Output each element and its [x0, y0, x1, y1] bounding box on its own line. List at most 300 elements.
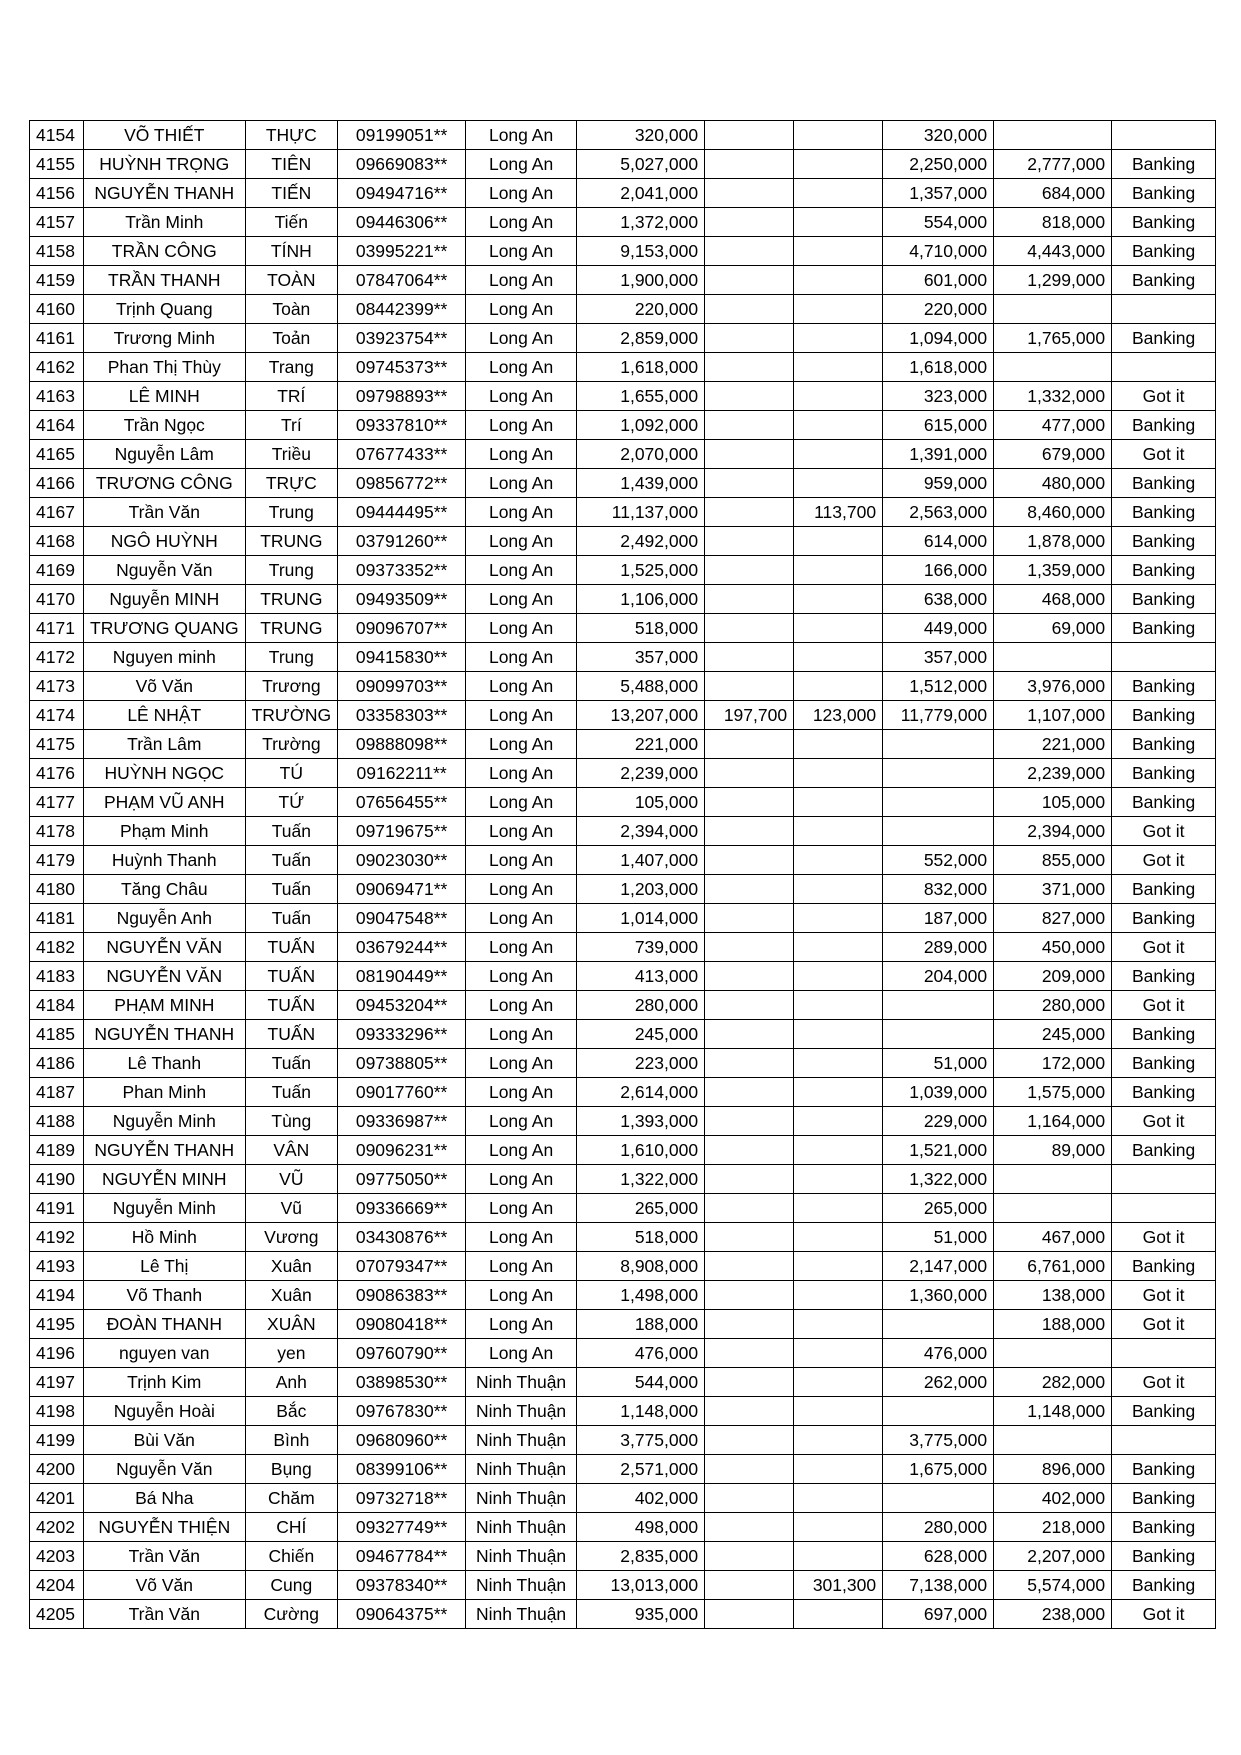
- row-number-cell: 4186: [30, 1049, 84, 1078]
- amount-col-5-cell: 1,332,000: [994, 382, 1112, 411]
- payment-method-cell: [1112, 1194, 1216, 1223]
- amount-col-5-cell: 1,299,000: [994, 266, 1112, 295]
- amount-col-3-cell: [794, 614, 883, 643]
- amount-col-3-cell: [794, 1020, 883, 1049]
- row-number-cell: 4173: [30, 672, 84, 701]
- table-row: [30, 962, 1216, 991]
- amount-col-3-cell: [794, 1513, 883, 1542]
- first-name-cell: TÚ: [245, 759, 338, 788]
- amount-col-2-cell: [705, 962, 794, 991]
- first-name-cell: Trung: [245, 643, 338, 672]
- row-number-cell: 4182: [30, 933, 84, 962]
- amount-col-3-cell: [794, 730, 883, 759]
- row-number-cell: 4166: [30, 469, 84, 498]
- row-number-cell: 4167: [30, 498, 84, 527]
- table-row: [30, 701, 1216, 730]
- total-amount-cell: 5,027,000: [577, 150, 705, 179]
- amount-col-4-cell: 2,250,000: [883, 150, 994, 179]
- phone-number-cell: 08190449**: [338, 962, 466, 991]
- province-cell: Ninh Thuận: [466, 1455, 577, 1484]
- first-name-cell: Triều: [245, 440, 338, 469]
- payment-method-cell: Banking: [1112, 324, 1216, 353]
- row-number-cell: 4200: [30, 1455, 84, 1484]
- province-cell: Ninh Thuận: [466, 1600, 577, 1629]
- province-cell: Ninh Thuận: [466, 1571, 577, 1600]
- total-amount-cell: 1,655,000: [577, 382, 705, 411]
- payment-method-cell: Got it: [1112, 1107, 1216, 1136]
- total-amount-cell: 11,137,000: [577, 498, 705, 527]
- row-number-cell: 4175: [30, 730, 84, 759]
- total-amount-cell: 1,203,000: [577, 875, 705, 904]
- amount-col-2-cell: [705, 1281, 794, 1310]
- phone-number-cell: 03898530**: [338, 1368, 466, 1397]
- row-number-cell: 4156: [30, 179, 84, 208]
- row-number-cell: 4192: [30, 1223, 84, 1252]
- table-row: [30, 1600, 1216, 1629]
- amount-col-5-cell: 1,164,000: [994, 1107, 1112, 1136]
- last-middle-name-cell: PHẠM VŨ ANH: [84, 788, 246, 817]
- amount-col-4-cell: 2,563,000: [883, 498, 994, 527]
- amount-col-2-cell: [705, 498, 794, 527]
- row-number-cell: 4193: [30, 1252, 84, 1281]
- row-number-cell: 4158: [30, 237, 84, 266]
- amount-col-5-cell: 480,000: [994, 469, 1112, 498]
- last-middle-name-cell: TRẦN CÔNG: [84, 237, 246, 266]
- province-cell: Long An: [466, 817, 577, 846]
- table-row: [30, 1223, 1216, 1252]
- amount-col-2-cell: [705, 1368, 794, 1397]
- first-name-cell: Trang: [245, 353, 338, 382]
- phone-number-cell: 09856772**: [338, 469, 466, 498]
- province-cell: Ninh Thuận: [466, 1542, 577, 1571]
- amount-col-2-cell: [705, 1310, 794, 1339]
- province-cell: Long An: [466, 730, 577, 759]
- total-amount-cell: 1,900,000: [577, 266, 705, 295]
- table-row: [30, 1397, 1216, 1426]
- first-name-cell: XUÂN: [245, 1310, 338, 1339]
- first-name-cell: Anh: [245, 1368, 338, 1397]
- amount-col-5-cell: 8,460,000: [994, 498, 1112, 527]
- province-cell: Long An: [466, 1339, 577, 1368]
- amount-col-5-cell: 138,000: [994, 1281, 1112, 1310]
- province-cell: Long An: [466, 1165, 577, 1194]
- province-cell: Long An: [466, 1136, 577, 1165]
- amount-col-3-cell: [794, 1339, 883, 1368]
- amount-col-3-cell: [794, 179, 883, 208]
- row-number-cell: 4195: [30, 1310, 84, 1339]
- amount-col-2-cell: [705, 585, 794, 614]
- amount-col-2-cell: [705, 150, 794, 179]
- total-amount-cell: 402,000: [577, 1484, 705, 1513]
- payment-method-cell: Got it: [1112, 1600, 1216, 1629]
- last-middle-name-cell: Nguyễn Minh: [84, 1107, 246, 1136]
- amount-col-5-cell: 4,443,000: [994, 237, 1112, 266]
- amount-col-3-cell: [794, 208, 883, 237]
- amount-col-5-cell: 855,000: [994, 846, 1112, 875]
- table-row: [30, 991, 1216, 1020]
- phone-number-cell: 09680960**: [338, 1426, 466, 1455]
- amount-col-2-cell: [705, 1165, 794, 1194]
- table-row: [30, 179, 1216, 208]
- province-cell: Ninh Thuận: [466, 1397, 577, 1426]
- phone-number-cell: 09378340**: [338, 1571, 466, 1600]
- first-name-cell: TUẤN: [245, 1020, 338, 1049]
- last-middle-name-cell: TRƯƠNG QUANG: [84, 614, 246, 643]
- total-amount-cell: 1,393,000: [577, 1107, 705, 1136]
- first-name-cell: TRỰC: [245, 469, 338, 498]
- amount-col-2-cell: [705, 991, 794, 1020]
- row-number-cell: 4194: [30, 1281, 84, 1310]
- amount-col-4-cell: [883, 759, 994, 788]
- amount-col-3-cell: [794, 353, 883, 382]
- total-amount-cell: 2,492,000: [577, 527, 705, 556]
- amount-col-4-cell: 1,618,000: [883, 353, 994, 382]
- amount-col-2-cell: [705, 440, 794, 469]
- first-name-cell: Tuấn: [245, 875, 338, 904]
- payment-method-cell: [1112, 295, 1216, 324]
- total-amount-cell: 1,498,000: [577, 1281, 705, 1310]
- province-cell: Long An: [466, 1107, 577, 1136]
- last-middle-name-cell: Trương Minh: [84, 324, 246, 353]
- amount-col-5-cell: 1,107,000: [994, 701, 1112, 730]
- amount-col-2-cell: [705, 1252, 794, 1281]
- amount-col-4-cell: 1,322,000: [883, 1165, 994, 1194]
- last-middle-name-cell: NGUYỄN VĂN: [84, 962, 246, 991]
- total-amount-cell: 13,207,000: [577, 701, 705, 730]
- table-row: [30, 411, 1216, 440]
- row-number-cell: 4201: [30, 1484, 84, 1513]
- payment-method-cell: Got it: [1112, 933, 1216, 962]
- last-middle-name-cell: Nguyễn Anh: [84, 904, 246, 933]
- first-name-cell: yen: [245, 1339, 338, 1368]
- last-middle-name-cell: NGUYỄN THANH: [84, 1020, 246, 1049]
- total-amount-cell: 935,000: [577, 1600, 705, 1629]
- last-middle-name-cell: Trần Văn: [84, 1542, 246, 1571]
- amount-col-4-cell: 265,000: [883, 1194, 994, 1223]
- amount-col-3-cell: [794, 788, 883, 817]
- first-name-cell: VÂN: [245, 1136, 338, 1165]
- amount-col-3-cell: [794, 1136, 883, 1165]
- table-row: [30, 324, 1216, 353]
- province-cell: Long An: [466, 556, 577, 585]
- total-amount-cell: 265,000: [577, 1194, 705, 1223]
- province-cell: Long An: [466, 1252, 577, 1281]
- payment-method-cell: Banking: [1112, 672, 1216, 701]
- province-cell: Long An: [466, 614, 577, 643]
- amount-col-2-cell: [705, 875, 794, 904]
- total-amount-cell: 1,525,000: [577, 556, 705, 585]
- first-name-cell: Toàn: [245, 295, 338, 324]
- province-cell: Long An: [466, 498, 577, 527]
- amount-col-5-cell: 450,000: [994, 933, 1112, 962]
- row-number-cell: 4170: [30, 585, 84, 614]
- phone-number-cell: 07656455**: [338, 788, 466, 817]
- amount-col-3-cell: [794, 295, 883, 324]
- last-middle-name-cell: Nguyễn MINH: [84, 585, 246, 614]
- row-number-cell: 4177: [30, 788, 84, 817]
- payment-method-cell: Got it: [1112, 382, 1216, 411]
- total-amount-cell: 1,092,000: [577, 411, 705, 440]
- payment-method-cell: Banking: [1112, 875, 1216, 904]
- amount-col-4-cell: 220,000: [883, 295, 994, 324]
- amount-col-4-cell: 3,775,000: [883, 1426, 994, 1455]
- row-number-cell: 4163: [30, 382, 84, 411]
- last-middle-name-cell: Nguyễn Lâm: [84, 440, 246, 469]
- payment-method-cell: Banking: [1112, 1136, 1216, 1165]
- amount-col-2-cell: [705, 295, 794, 324]
- amount-col-4-cell: 289,000: [883, 933, 994, 962]
- amount-col-4-cell: 1,357,000: [883, 179, 994, 208]
- payment-method-cell: Banking: [1112, 585, 1216, 614]
- amount-col-3-cell: [794, 933, 883, 962]
- amount-col-4-cell: 280,000: [883, 1513, 994, 1542]
- amount-col-5-cell: 1,878,000: [994, 527, 1112, 556]
- payment-method-cell: Banking: [1112, 150, 1216, 179]
- row-number-cell: 4191: [30, 1194, 84, 1223]
- amount-col-5-cell: 238,000: [994, 1600, 1112, 1629]
- last-middle-name-cell: NGUYỄN VĂN: [84, 933, 246, 962]
- total-amount-cell: 2,041,000: [577, 179, 705, 208]
- payment-method-cell: [1112, 1165, 1216, 1194]
- row-number-cell: 4165: [30, 440, 84, 469]
- phone-number-cell: 09738805**: [338, 1049, 466, 1078]
- province-cell: Long An: [466, 962, 577, 991]
- amount-col-5-cell: 1,575,000: [994, 1078, 1112, 1107]
- province-cell: Long An: [466, 672, 577, 701]
- phone-number-cell: 03923754**: [338, 324, 466, 353]
- province-cell: Long An: [466, 846, 577, 875]
- payment-method-cell: Got it: [1112, 846, 1216, 875]
- payment-method-cell: Banking: [1112, 730, 1216, 759]
- payment-method-cell: Got it: [1112, 1223, 1216, 1252]
- amount-col-4-cell: 601,000: [883, 266, 994, 295]
- first-name-cell: Trung: [245, 556, 338, 585]
- amount-col-2-cell: [705, 672, 794, 701]
- amount-col-3-cell: [794, 1426, 883, 1455]
- amount-col-5-cell: 209,000: [994, 962, 1112, 991]
- row-number-cell: 4205: [30, 1600, 84, 1629]
- last-middle-name-cell: Võ Văn: [84, 672, 246, 701]
- first-name-cell: Trung: [245, 498, 338, 527]
- amount-col-2-cell: [705, 1426, 794, 1455]
- table-row: [30, 585, 1216, 614]
- phone-number-cell: 09086383**: [338, 1281, 466, 1310]
- table-row: [30, 469, 1216, 498]
- table-row: [30, 353, 1216, 382]
- phone-number-cell: 09775050**: [338, 1165, 466, 1194]
- amount-col-4-cell: 959,000: [883, 469, 994, 498]
- amount-col-2-cell: [705, 788, 794, 817]
- province-cell: Long An: [466, 1078, 577, 1107]
- amount-col-3-cell: [794, 672, 883, 701]
- last-middle-name-cell: HUỲNH NGỌC: [84, 759, 246, 788]
- amount-col-2-cell: [705, 1339, 794, 1368]
- total-amount-cell: 1,014,000: [577, 904, 705, 933]
- amount-col-3-cell: [794, 527, 883, 556]
- amount-col-2-cell: [705, 933, 794, 962]
- amount-col-4-cell: 187,000: [883, 904, 994, 933]
- last-middle-name-cell: NGÔ HUỲNH: [84, 527, 246, 556]
- province-cell: Long An: [466, 788, 577, 817]
- province-cell: Ninh Thuận: [466, 1368, 577, 1397]
- phone-number-cell: 09162211**: [338, 759, 466, 788]
- amount-col-4-cell: 554,000: [883, 208, 994, 237]
- last-middle-name-cell: TRƯƠNG CÔNG: [84, 469, 246, 498]
- amount-col-5-cell: 280,000: [994, 991, 1112, 1020]
- payment-method-cell: Banking: [1112, 208, 1216, 237]
- amount-col-5-cell: 2,394,000: [994, 817, 1112, 846]
- first-name-cell: Trí: [245, 411, 338, 440]
- amount-col-5-cell: 1,765,000: [994, 324, 1112, 353]
- amount-col-3-cell: [794, 991, 883, 1020]
- phone-number-cell: 09096231**: [338, 1136, 466, 1165]
- row-number-cell: 4174: [30, 701, 84, 730]
- province-cell: Long An: [466, 411, 577, 440]
- total-amount-cell: 2,859,000: [577, 324, 705, 353]
- amount-col-3-cell: [794, 585, 883, 614]
- row-number-cell: 4171: [30, 614, 84, 643]
- row-number-cell: 4199: [30, 1426, 84, 1455]
- amount-col-3-cell: [794, 1165, 883, 1194]
- first-name-cell: TRUNG: [245, 585, 338, 614]
- amount-col-3-cell: [794, 469, 883, 498]
- table-row: [30, 295, 1216, 324]
- row-number-cell: 4155: [30, 150, 84, 179]
- phone-number-cell: 09453204**: [338, 991, 466, 1020]
- first-name-cell: Cung: [245, 1571, 338, 1600]
- total-amount-cell: 476,000: [577, 1339, 705, 1368]
- amount-col-5-cell: 1,359,000: [994, 556, 1112, 585]
- first-name-cell: TIẾN: [245, 179, 338, 208]
- amount-col-5-cell: 89,000: [994, 1136, 1112, 1165]
- table-row: [30, 1049, 1216, 1078]
- amount-col-3-cell: 113,700: [794, 498, 883, 527]
- payment-method-cell: Banking: [1112, 527, 1216, 556]
- amount-col-2-cell: 197,700: [705, 701, 794, 730]
- payment-method-cell: Got it: [1112, 991, 1216, 1020]
- first-name-cell: TRÍ: [245, 382, 338, 411]
- payment-method-cell: Banking: [1112, 498, 1216, 527]
- amount-col-4-cell: 357,000: [883, 643, 994, 672]
- amount-col-3-cell: [794, 1310, 883, 1339]
- amount-col-2-cell: [705, 382, 794, 411]
- phone-number-cell: 09767830**: [338, 1397, 466, 1426]
- amount-col-3-cell: [794, 1078, 883, 1107]
- first-name-cell: Chăm: [245, 1484, 338, 1513]
- phone-number-cell: 09017760**: [338, 1078, 466, 1107]
- last-middle-name-cell: NGUYỄN THANH: [84, 179, 246, 208]
- table-row: [30, 1078, 1216, 1107]
- phone-number-cell: 09719675**: [338, 817, 466, 846]
- phone-number-cell: 03791260**: [338, 527, 466, 556]
- province-cell: Long An: [466, 121, 577, 150]
- phone-number-cell: 03679244**: [338, 933, 466, 962]
- table-row: [30, 121, 1216, 150]
- phone-number-cell: 09333296**: [338, 1020, 466, 1049]
- table-row: [30, 1107, 1216, 1136]
- first-name-cell: Tuấn: [245, 904, 338, 933]
- amount-col-2-cell: [705, 208, 794, 237]
- table-row: [30, 237, 1216, 266]
- amount-col-2-cell: [705, 1078, 794, 1107]
- amount-col-2-cell: [705, 266, 794, 295]
- row-number-cell: 4172: [30, 643, 84, 672]
- amount-col-2-cell: [705, 817, 794, 846]
- amount-col-2-cell: [705, 1397, 794, 1426]
- amount-col-3-cell: 123,000: [794, 701, 883, 730]
- total-amount-cell: 1,322,000: [577, 1165, 705, 1194]
- total-amount-cell: 357,000: [577, 643, 705, 672]
- row-number-cell: 4184: [30, 991, 84, 1020]
- amount-col-4-cell: [883, 1397, 994, 1426]
- payment-method-cell: Banking: [1112, 1078, 1216, 1107]
- payment-method-cell: Banking: [1112, 1252, 1216, 1281]
- amount-col-4-cell: 476,000: [883, 1339, 994, 1368]
- amount-col-2-cell: [705, 1571, 794, 1600]
- amount-col-2-cell: [705, 527, 794, 556]
- first-name-cell: TRUNG: [245, 614, 338, 643]
- total-amount-cell: 1,106,000: [577, 585, 705, 614]
- row-number-cell: 4203: [30, 1542, 84, 1571]
- amount-col-3-cell: [794, 1455, 883, 1484]
- first-name-cell: Xuân: [245, 1252, 338, 1281]
- phone-number-cell: 09336669**: [338, 1194, 466, 1223]
- amount-col-5-cell: 679,000: [994, 440, 1112, 469]
- last-middle-name-cell: Lê Thanh: [84, 1049, 246, 1078]
- amount-col-5-cell: 105,000: [994, 788, 1112, 817]
- last-middle-name-cell: Bùi Văn: [84, 1426, 246, 1455]
- province-cell: Ninh Thuận: [466, 1484, 577, 1513]
- amount-col-3-cell: [794, 1223, 883, 1252]
- province-cell: Long An: [466, 353, 577, 382]
- first-name-cell: Cường: [245, 1600, 338, 1629]
- first-name-cell: Bình: [245, 1426, 338, 1455]
- last-middle-name-cell: Trần Văn: [84, 498, 246, 527]
- row-number-cell: 4168: [30, 527, 84, 556]
- province-cell: Long An: [466, 440, 577, 469]
- amount-col-5-cell: [994, 295, 1112, 324]
- amount-col-2-cell: [705, 556, 794, 585]
- amount-col-4-cell: [883, 817, 994, 846]
- amount-col-4-cell: 204,000: [883, 962, 994, 991]
- payment-method-cell: Banking: [1112, 1049, 1216, 1078]
- province-cell: Long An: [466, 1049, 577, 1078]
- row-number-cell: 4197: [30, 1368, 84, 1397]
- amount-col-4-cell: [883, 991, 994, 1020]
- last-middle-name-cell: LÊ NHẬT: [84, 701, 246, 730]
- amount-col-5-cell: [994, 121, 1112, 150]
- payment-method-cell: [1112, 643, 1216, 672]
- row-number-cell: 4190: [30, 1165, 84, 1194]
- amount-col-2-cell: [705, 353, 794, 382]
- row-number-cell: 4187: [30, 1078, 84, 1107]
- amount-col-5-cell: 2,207,000: [994, 1542, 1112, 1571]
- first-name-cell: Tuấn: [245, 846, 338, 875]
- amount-col-5-cell: 896,000: [994, 1455, 1112, 1484]
- amount-col-2-cell: [705, 237, 794, 266]
- amount-col-2-cell: [705, 614, 794, 643]
- province-cell: Long An: [466, 527, 577, 556]
- row-number-cell: 4180: [30, 875, 84, 904]
- table-row: [30, 1426, 1216, 1455]
- amount-col-3-cell: [794, 1397, 883, 1426]
- amount-col-3-cell: [794, 382, 883, 411]
- first-name-cell: TRUNG: [245, 527, 338, 556]
- total-amount-cell: 320,000: [577, 121, 705, 150]
- payment-method-cell: Got it: [1112, 440, 1216, 469]
- province-cell: Long An: [466, 266, 577, 295]
- amount-col-2-cell: [705, 1020, 794, 1049]
